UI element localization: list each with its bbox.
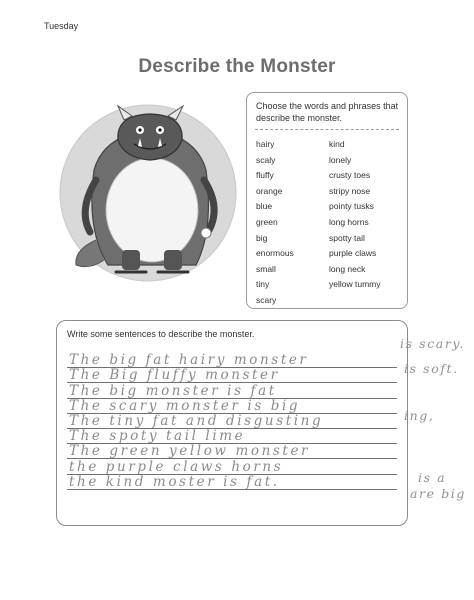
writing-line — [67, 459, 397, 474]
word: big — [256, 232, 268, 243]
word: yellow tummy — [329, 279, 381, 290]
word: hairy — [256, 139, 275, 149]
day-label: Tuesday — [44, 21, 79, 31]
writing-line — [67, 429, 397, 444]
handwritten-sentence: the purple claws horns — [69, 458, 284, 475]
handwritten-overflow: is soft. — [404, 361, 459, 376]
word: enormous — [256, 248, 294, 259]
handwritten-overflow: is a — [418, 470, 447, 485]
handwritten-sentence: the kind moster is fat. — [69, 473, 280, 490]
word-bank — [246, 92, 408, 309]
word: purple claws — [329, 248, 377, 259]
handwritten-sentence: The tiny fat and disgusting — [69, 412, 324, 429]
writing-line — [67, 475, 397, 490]
handwritten-overflow: are big — [410, 486, 466, 501]
writing-area[interactable] — [56, 320, 408, 526]
handwritten-sentence: The big fat hairy monster — [69, 352, 309, 369]
word: lonely — [329, 154, 352, 165]
monster-illustration — [56, 100, 241, 285]
handwritten-overflow: ing, — [404, 408, 435, 423]
handwritten-sentence: The scary monster is big — [69, 397, 301, 414]
word: small — [256, 263, 276, 274]
writing-line — [67, 353, 397, 368]
writing-line — [67, 414, 397, 429]
word: tiny — [256, 279, 270, 290]
handwritten-sentence: The green yellow monster — [69, 443, 311, 460]
writing-line — [67, 383, 397, 398]
writing-prompt: Write some sentences to describe the monster. — [67, 329, 255, 339]
ruled-lines — [67, 353, 397, 490]
divider — [255, 129, 399, 130]
word: kind — [329, 139, 345, 149]
word-list-left — [256, 137, 294, 309]
word-bank-prompt: Choose the words and phrases that describe the monster. — [256, 101, 399, 123]
word: long horns — [329, 216, 369, 227]
handwritten-sentence: The Big fluffy monster — [69, 367, 280, 384]
word: stripy nose — [329, 185, 371, 196]
writing-line — [67, 444, 397, 459]
word: spotty tail — [329, 232, 365, 243]
word: blue — [256, 201, 273, 212]
word: scaly — [256, 154, 276, 165]
word: pointy tusks — [329, 201, 374, 212]
word: green — [256, 216, 278, 227]
word: scary — [256, 294, 277, 305]
handwritten-overflow: is scary. — [400, 336, 466, 351]
writing-line — [67, 399, 397, 414]
handwritten-sentence: The spoty tail lime — [69, 428, 246, 445]
page-title: Describe the Monster — [138, 56, 336, 77]
handwritten-sentence: The big monster is fat — [69, 382, 277, 399]
word: fluffy — [256, 170, 274, 181]
word: orange — [256, 185, 283, 196]
word-list-right — [329, 137, 380, 293]
writing-line — [67, 368, 397, 383]
word: crusty toes — [329, 170, 371, 181]
word: long neck — [329, 263, 366, 274]
